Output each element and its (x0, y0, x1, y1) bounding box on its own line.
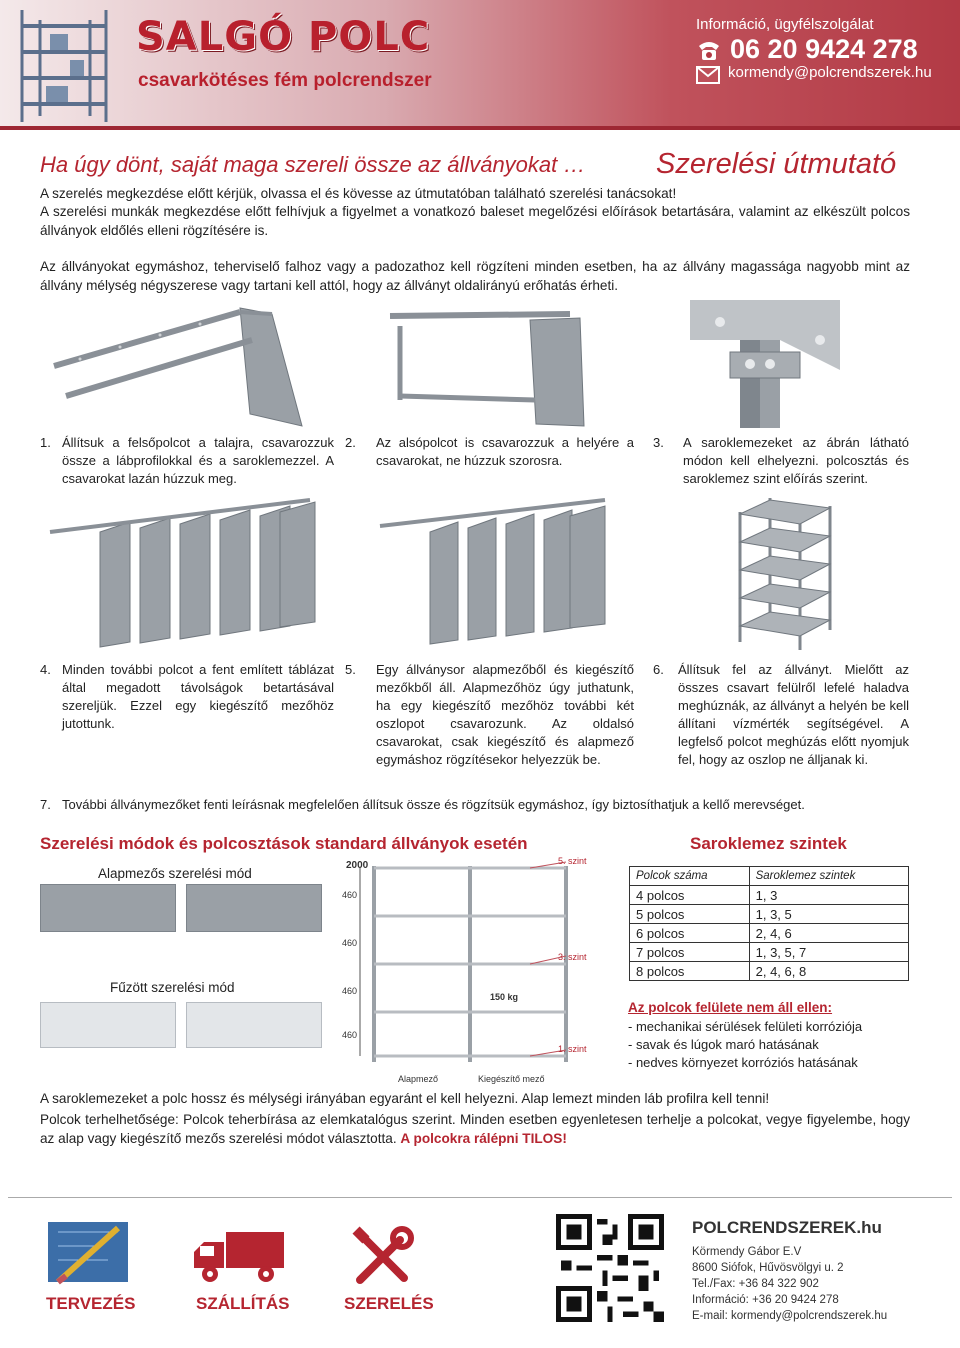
corner-title: Saroklemez szintek (690, 834, 847, 853)
step-5-number: 5. (345, 662, 356, 677)
corner-levels-table (629, 866, 909, 981)
table-cell: 2, 4, 6 (749, 924, 908, 943)
header-email[interactable]: kormendy@polcrendszerek.hu (728, 64, 932, 81)
table-cell: 6 polcos (630, 924, 750, 943)
step-3-figure (690, 300, 850, 428)
service-delivery: SZÁLLÍTÁS (196, 1294, 290, 1313)
page-header (0, 0, 960, 130)
table-row (630, 924, 909, 943)
base-mode-panel-2 (186, 884, 322, 932)
diagram-level-3: 3. szint (558, 952, 587, 962)
contact-line-4: Információ: +36 20 9424 278 (692, 1294, 839, 1306)
service-planning: TERVEZÉS (46, 1294, 136, 1313)
step-7-text: További állványmezőket fenti leírásnak megfelelően állítsuk össze és rögzítsük egymáshoz, így biztosíthatjuk a kellő merevséget. (62, 797, 805, 812)
table-header-levels: Saroklemez szintek (749, 867, 908, 886)
shelf-logo-icon (10, 6, 122, 124)
step-6-text: Állítsuk fel az állványt. Mielőtt az összes csavart felülről lefelé haladva meghúznák, az állványt a helyén be kell állítani vízmérték segítségével. A legfelső polcot meghúzás előtt nyomjuk fel, hogy az oszlop ne álljanak ki. (678, 662, 909, 767)
table-row (630, 905, 909, 924)
table-cell: 2, 4, 6, 8 (749, 962, 908, 981)
step-1-text: Állítsuk a felsőpolcot a talajra, csavarozzuk össze a lábprofilokkal és a saroklemezzel. A csavarokat lazán húzzuk meg. (62, 435, 334, 486)
base-mode-label: Alapmezős szerelési mód (98, 866, 252, 881)
table-cell: 1, 3 (749, 886, 908, 905)
step-2-number: 2. (345, 435, 356, 450)
table-header-shelves: Polcok száma (630, 867, 750, 886)
contact-line-5[interactable]: E-mail: kormendy@polcrendszerek.hu (692, 1310, 888, 1322)
table-row (630, 886, 909, 905)
modes-title: Szerelési módok és polcosztások standard állványok esetén (40, 834, 528, 853)
diagram-base-label: Alapmező (398, 1074, 439, 1084)
surface-title: Az polcok felülete nem áll ellen: (628, 1000, 833, 1015)
footer-divider (8, 1197, 952, 1198)
qr-code-icon[interactable] (556, 1214, 664, 1322)
step-1-number: 1. (40, 435, 51, 450)
step-5-figure (370, 492, 640, 652)
service-assembly: SZERELÉS (344, 1294, 434, 1313)
diagram-load: 150 kg (490, 992, 519, 1002)
contact-line-3: Tel./Fax: +36 84 322 902 (692, 1278, 819, 1290)
diagram-gap-2: 460 (342, 938, 358, 948)
step-4-number: 4. (40, 662, 51, 677)
step-2-figure (370, 300, 640, 428)
diagram-gap-3: 460 (342, 986, 358, 996)
closing-line-1: A saroklemezeket a polc hossz és mélységi irányában egyaránt el kell helyezni. Alap lemezt minden láb profilra kell tenni! (40, 1091, 770, 1106)
step-3-text: A saroklemezeket az ábrán látható módon kell elhelyezni. polcosztás és saroklemez szint előírás szerint. (683, 435, 909, 486)
diagram-gap-4: 460 (342, 1030, 358, 1040)
diagram-extension-label: Kiegészítő mező (478, 1074, 545, 1084)
step-2-text: Az alsópolcot is csavarozzuk a helyére a csavarokat, ne húzzuk szorosra. (376, 435, 634, 468)
step-6-figure (730, 492, 840, 652)
truck-icon (190, 1230, 286, 1286)
phone-icon (696, 38, 722, 62)
closing-warning: A polcokra rálépni TILOS! (400, 1131, 567, 1146)
tools-icon (350, 1226, 414, 1290)
header-phone[interactable]: 06 20 9424 278 (730, 34, 918, 64)
chain-mode-panel-1 (40, 1002, 176, 1048)
company-name[interactable]: POLCRENDSZEREK.hu (692, 1218, 882, 1237)
table-cell: 1, 3, 5 (749, 905, 908, 924)
surface-item-1: - mechanikai sérülések felületi korróziója (628, 1019, 863, 1034)
step-3-number: 3. (653, 435, 664, 450)
table-cell: 7 polcos (630, 943, 750, 962)
table-cell: 8 polcos (630, 962, 750, 981)
guide-heading: Szerelési útmutató (656, 148, 897, 180)
brand-subtitle: csavarkötéses fém polcrendszer (138, 70, 432, 91)
table-header-row (630, 867, 909, 886)
step-1-figure (40, 300, 340, 428)
header-rule (0, 126, 960, 130)
diagram-level-5: 5. szint (558, 856, 587, 866)
step-4-text: Minden további polcot a fent említett táblázat által megadott távolságok betartásával szereljük. Ezzel egy kiegészítő mezőhöz jutottunk. (62, 662, 334, 731)
step-7-number: 7. (40, 797, 51, 812)
contact-line-1: Körmendy Gábor E.V (692, 1246, 802, 1258)
intro-heading: Ha úgy dönt, saját maga szereli össze az állványokat … (40, 152, 586, 177)
intro-paragraph-3: Az állványokat egymáshoz, teherviselő falhoz vagy a padozathoz kell rögzíteni minden esetben, ha az állvány magassága nagyobb mint az állvány mélység négyszerese vagy tartani kell attól, hogy az állványt oldalirányú erőhatás érheti. (40, 259, 910, 293)
chain-mode-panel-2 (186, 1002, 322, 1048)
table-cell: 4 polcos (630, 886, 750, 905)
brand-title: SALGÓ POLC (136, 14, 431, 60)
surface-item-3: - nedves környezet korróziós hatásának (628, 1055, 858, 1070)
info-label: Információ, ügyfélszolgálat (696, 16, 874, 33)
closing-paragraph (40, 1110, 910, 1148)
contact-line-2: 8600 Siófok, Hűvösvölgyi u. 2 (692, 1262, 844, 1274)
step-5-text: Egy állványsor alapmezőből és kiegészítő mezőkből áll. Alapmezőhöz úgy juthatunk, ha egy kiegészítő mezőhöz további két oszlopot csavarozunk. Az oldalsó csavarokat, csak kiegészítő és alapmező egymáshoz rögzítésekor helyezzük be. (376, 662, 634, 767)
table-row (630, 962, 909, 981)
table-row (630, 943, 909, 962)
diagram-gap-1: 460 (342, 890, 358, 900)
diagram-height: 2000 (346, 860, 369, 871)
base-mode-panel-1 (40, 884, 176, 932)
table-cell: 1, 3, 5, 7 (749, 943, 908, 962)
blueprint-icon (38, 1216, 138, 1292)
intro-paragraph-1: A szerelés megkezdése előtt kérjük, olvassa el és kövesse az útmutatóban található szerelési tanácsokat! (40, 186, 677, 201)
shelf-diagram (340, 856, 592, 1088)
step-6-number: 6. (653, 662, 664, 677)
envelope-icon (696, 66, 720, 84)
surface-item-2: - savak és lúgok maró hatásának (628, 1037, 819, 1052)
shelf-diagram-frame (340, 856, 592, 1088)
table-cell: 5 polcos (630, 905, 750, 924)
closing-line-2: Polcok terhelhetősége: Polcok teherbírása az elemkatalógus szerint. Minden esetben egyenletesen terhelje a polcokat, vegye figyelembe, hogy az alap vagy kiegészítő mezős szerelési módot választotta. (40, 1112, 910, 1146)
diagram-level-1: 1. szint (558, 1044, 587, 1054)
chain-mode-label: Fűzött szerelési mód (110, 980, 235, 995)
intro-paragraph-2: A szerelési munkák megkezdése előtt felhívjuk a figyelmet a vonatkozó baleset megelőzési előírások betartására, valamint az elkészült polcos állványok eldőlés elleni rögzítésére is. (40, 204, 910, 238)
step-4-figure (40, 492, 340, 652)
